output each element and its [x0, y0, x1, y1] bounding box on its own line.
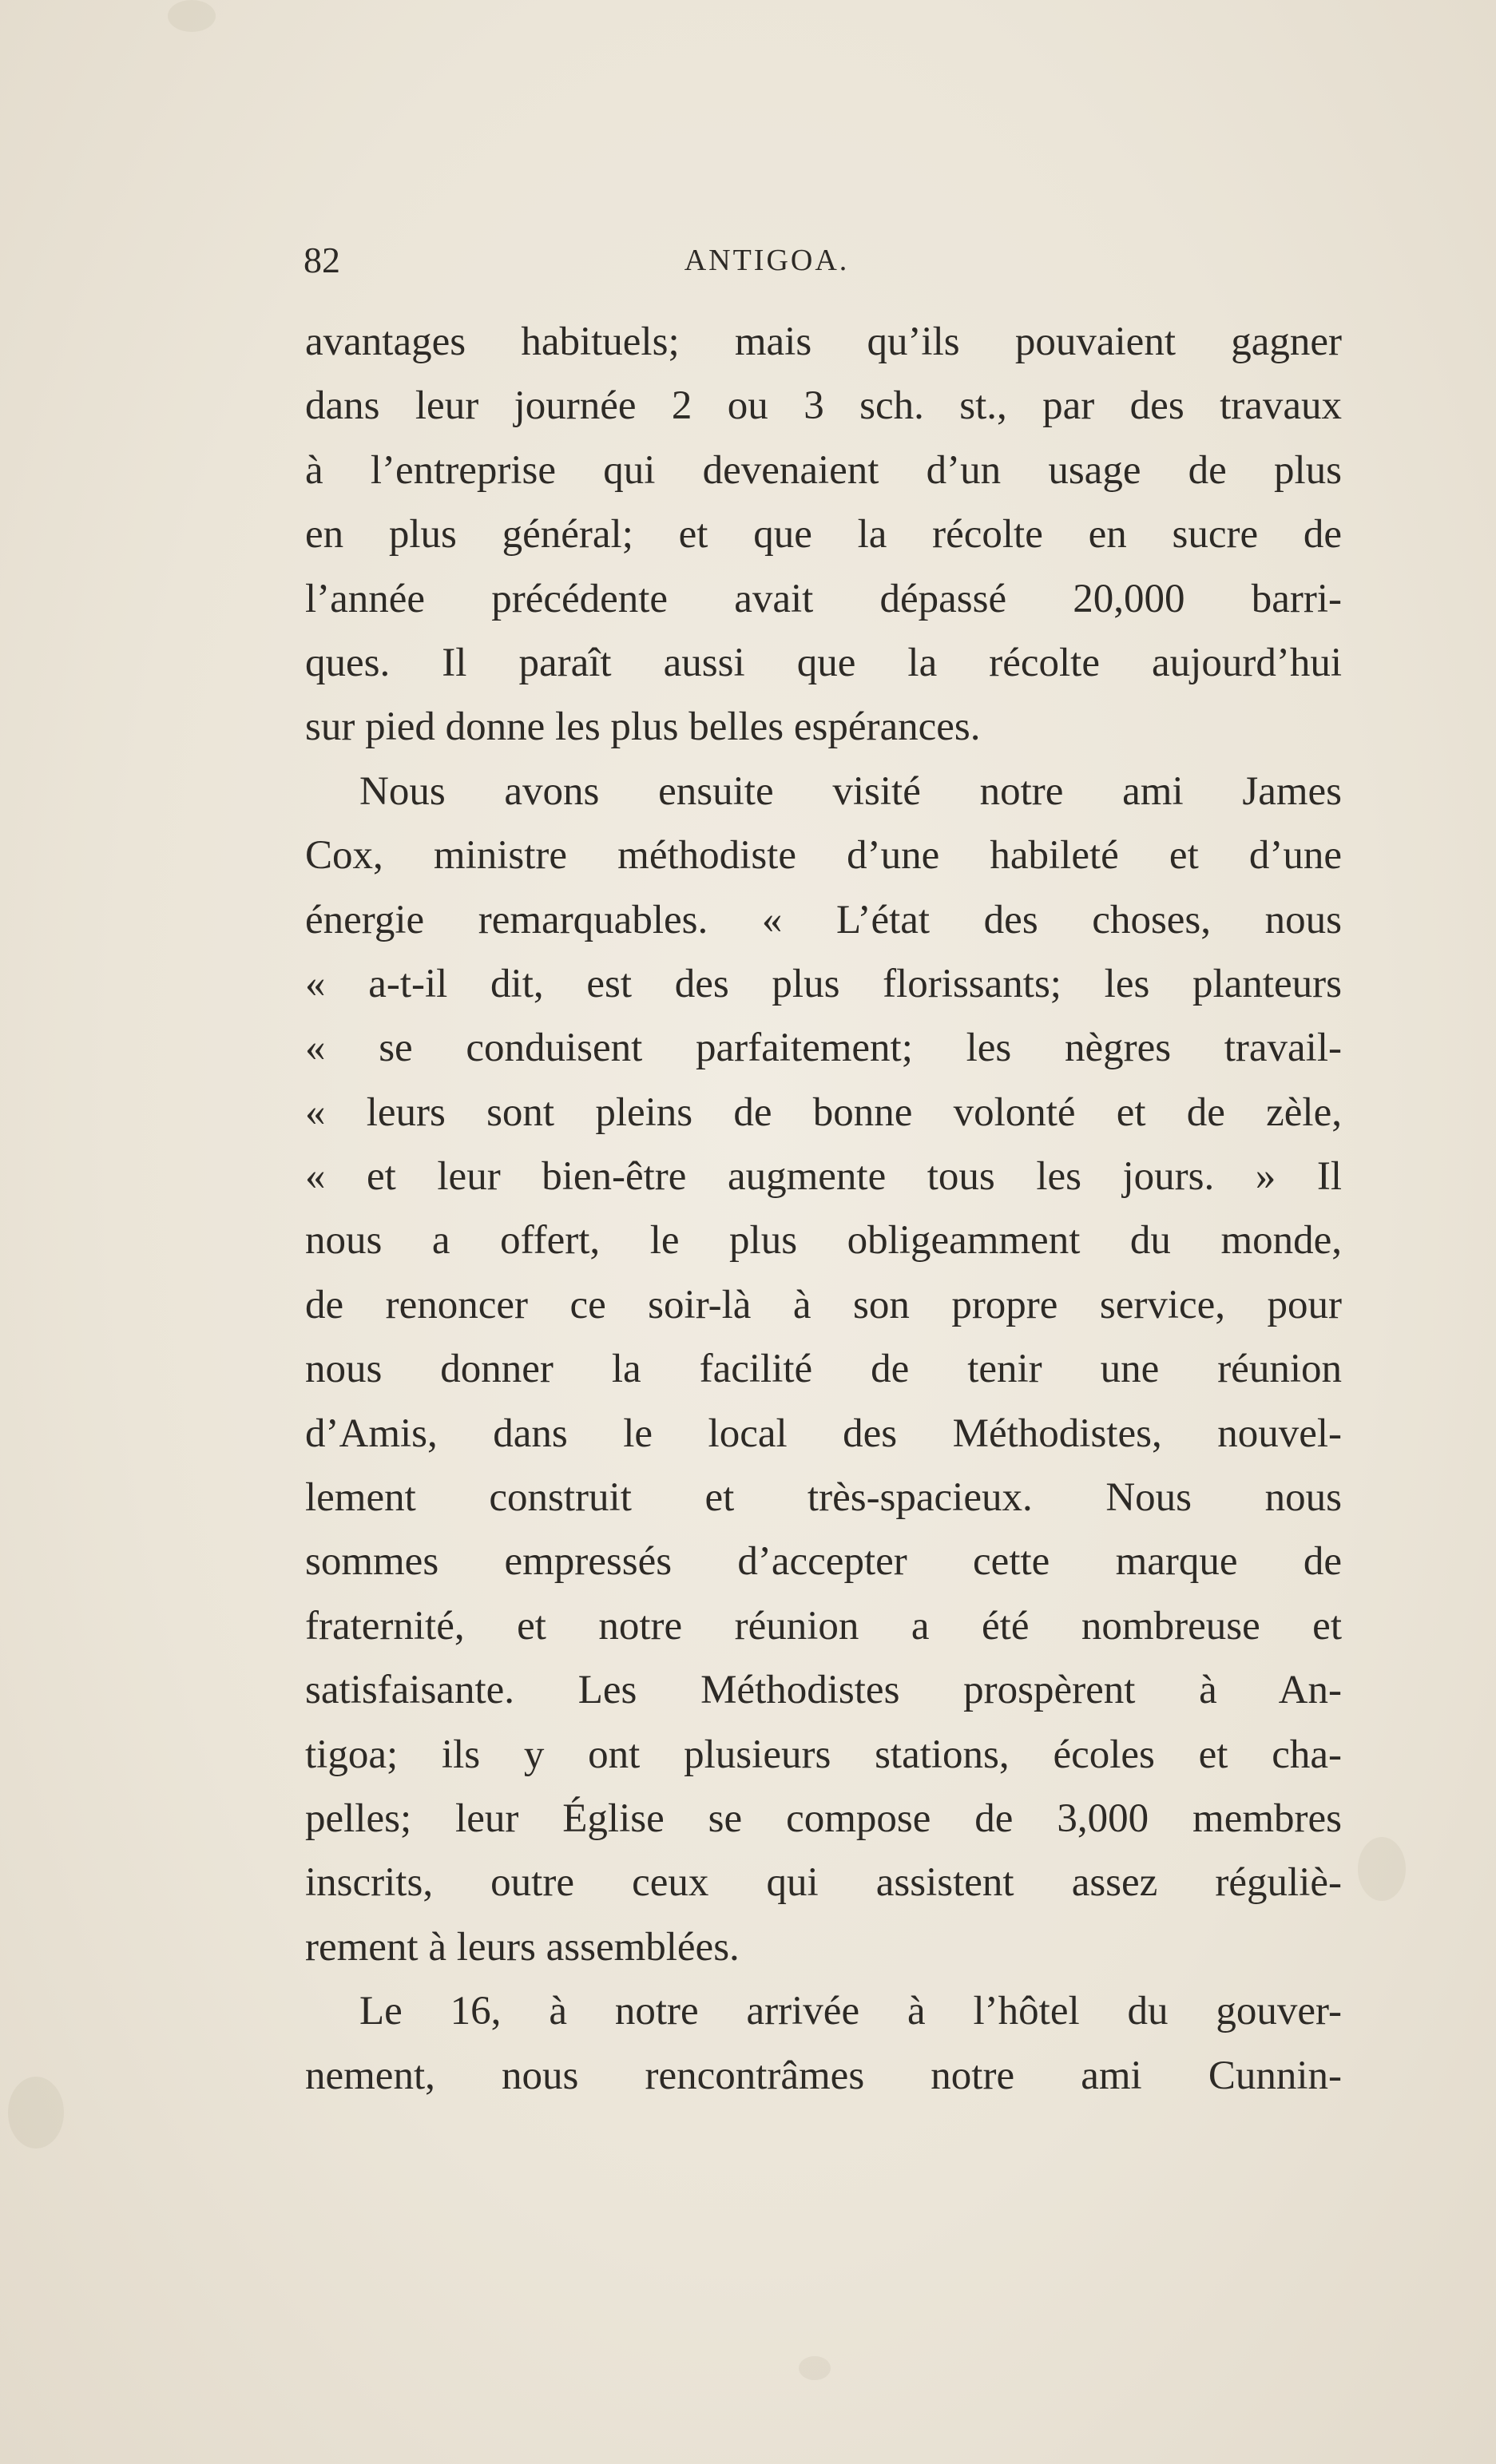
text-line: fraternité, et notre réunion a été nombreuse et [305, 1603, 1342, 1649]
text-line: lement construit et très-spacieux. Nous nous [305, 1475, 1342, 1521]
paper-stain [799, 2356, 831, 2380]
text-line: « se conduisent parfaitement; les nègres travail- [305, 1026, 1342, 1071]
text-line: en plus général; et que la récolte en sucre de [305, 512, 1342, 557]
text-line: nement, nous rencontrâmes notre ami Cunnin- [305, 2053, 1342, 2098]
text-line: nous donner la facilité de tenir une réunion [305, 1347, 1342, 1392]
text-line: sommes empressés d’accepter cette marque de [305, 1539, 1342, 1585]
text-line: l’année précédente avait dépassé 20,000 barri- [305, 576, 1342, 621]
text-line: d’Amis, dans le local des Méthodistes, nouvel- [305, 1411, 1342, 1456]
text-line: sur pied donne les plus belles espérances. [305, 704, 981, 750]
text-line: dans leur journée 2 ou 3 sch. st., par des travaux [305, 383, 1342, 429]
paper-stain [168, 0, 216, 32]
paper-stain [8, 2077, 64, 2149]
text-line: avantages habituels; mais qu’ils pouvaient gagner [305, 319, 1342, 364]
text-line: inscrits, outre ceux qui assistent assez réguliè- [305, 1860, 1342, 1906]
text-line: « a-t-il dit, est des plus florissants; les planteurs [305, 961, 1342, 1006]
text-line: pelles; leur Église se compose de 3,000 membres [305, 1795, 1342, 1841]
paper-stain [1358, 1837, 1406, 1901]
text-line: ques. Il paraît aussi que la récolte aujourd’hui [305, 640, 1342, 685]
running-title-wrap [304, 236, 1342, 284]
text-line: satisfaisante. Les Méthodistes prospèrent à An- [305, 1668, 1342, 1713]
page-header [304, 236, 1342, 284]
page-number: 82 [304, 240, 340, 280]
text-line: nous a offert, le plus obligeamment du monde, [305, 1218, 1342, 1264]
text-line: de renoncer ce soir-là à son propre service, pour [305, 1282, 1342, 1327]
text-line: Le 16, à notre arrivée à l’hôtel du gouver- [359, 1989, 1342, 2034]
body-text [305, 310, 1342, 2108]
text-line: énergie remarquables. « L’état des choses, nous [305, 897, 1342, 942]
text-line: Cox, ministre méthodiste d’une habileté et d’une [305, 833, 1342, 879]
text-line: « leurs sont pleins de bonne volonté et de zèle, [305, 1089, 1342, 1135]
text-line: à l’entreprise qui devenaient d’un usage de plus [305, 447, 1342, 493]
text-line: tigoa; ils y ont plusieurs stations, écoles et cha- [305, 1732, 1342, 1777]
text-line: Nous avons ensuite visité notre ami James [359, 768, 1342, 814]
text-line: « et leur bien-être augmente tous les jours. » Il [305, 1154, 1342, 1200]
text-line: rement à leurs assemblées. [305, 1924, 740, 1970]
running-title: ANTIGOA. [684, 244, 850, 277]
